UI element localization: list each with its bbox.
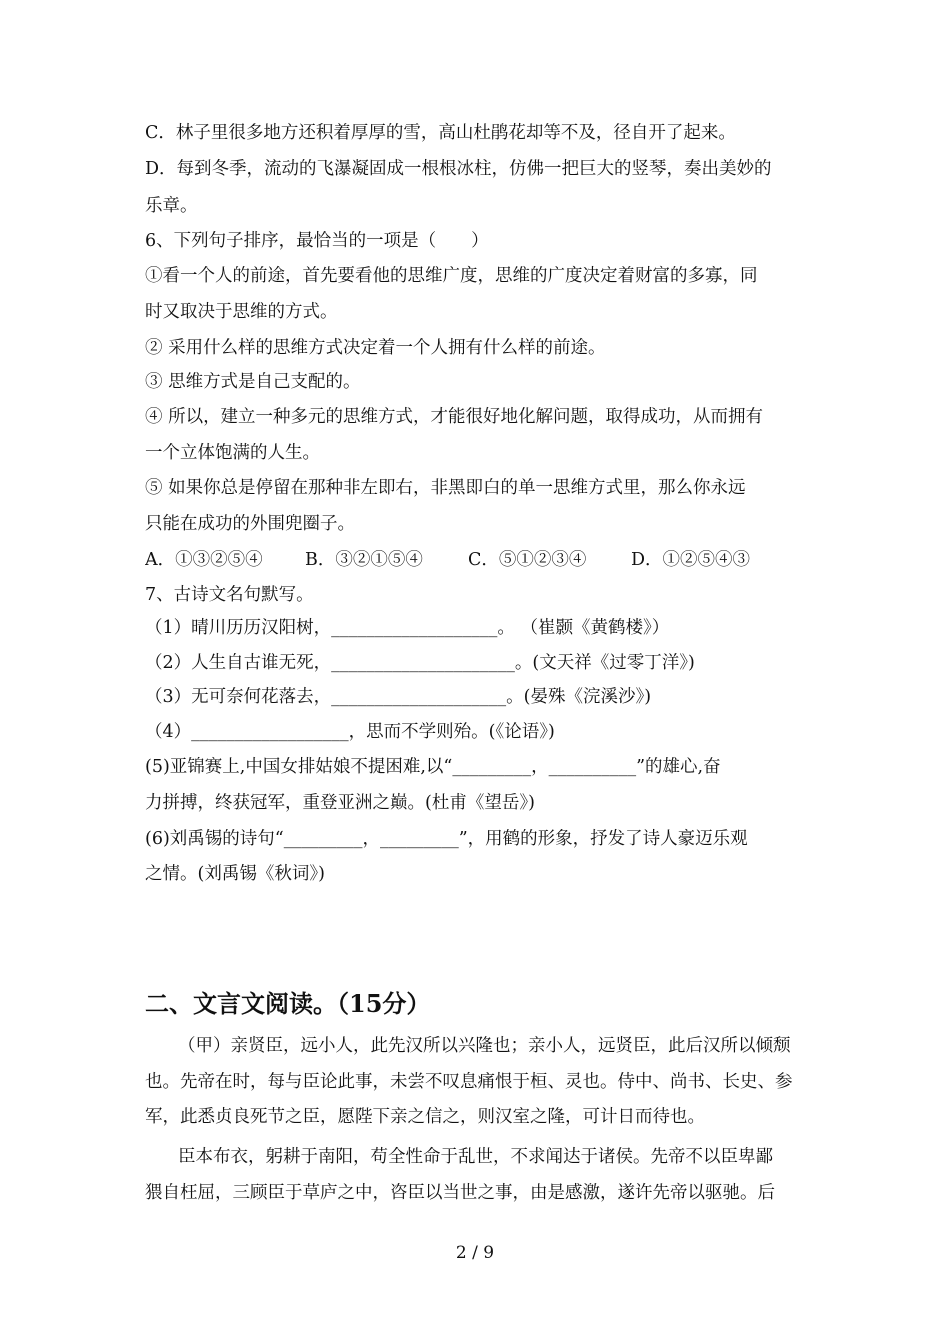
section-2-heading: 二、文言文阅读。（15分） xyxy=(145,989,431,1018)
option-c: C．⑤①②③④ xyxy=(468,550,587,570)
question-6: 6、下列句子排序，最恰当的一项是（ ） xyxy=(145,231,489,251)
sentence-5-line-2: 只能在成功的外围兜圈子。 xyxy=(145,514,355,534)
sentence-4-line-2: 一个立体饱满的人生。 xyxy=(145,443,320,463)
passage-a-line-2: 也。先帝在时，每与臣论此事，未尝不叹息痛恨于桓、灵也。侍中、尚书、长史、参 xyxy=(145,1072,793,1092)
poem-item-6-line-1: (6)刘禹锡的诗句“_________，_________”，用鹤的形象，抒发了诗人豪迈乐观 xyxy=(145,829,748,849)
option-b: B．③②①⑤④ xyxy=(305,550,423,570)
sentence-1-line-2: 时又取决于思维的方式。 xyxy=(145,302,338,322)
sentence-1-line-1: ①看一个人的前途，首先要看他的思维广度，思维的广度决定着财富的多寡，同 xyxy=(145,266,758,286)
emphasis-char: 以 xyxy=(440,1036,458,1056)
passage-a-line-1: （甲）亲贤臣，远小人，此先汉所以兴隆也；亲小人，远贤臣，此后汉所以倾颓 xyxy=(178,1036,791,1056)
option-c-line: C．林子里很多地方还积着厚厚的雪，高山杜鹃花却等不及，径自开了起来。 xyxy=(145,123,736,143)
passage-b-line-2: 猥自枉屈，三顾臣于草庐之中，咨臣以当世之事，由是感激，遂许先帝以驱驰。后 xyxy=(145,1183,775,1203)
option-d-line-1: D．每到冬季，流动的飞瀑凝固成一根根冰柱，仿佛一把巨大的竖琴，奏出美妙的 xyxy=(145,159,772,179)
poem-item-6-line-2: 之情。(刘禹锡《秋词》) xyxy=(145,864,325,884)
answer-options xyxy=(145,548,810,572)
question-7: 7、古诗文名句默写。 xyxy=(145,585,314,605)
page-number: 2 / 9 xyxy=(455,1243,495,1263)
option-d-line-2: 乐章。 xyxy=(145,196,198,216)
poem-item-1: （1）晴川历历汉阳树，___________________。 （崔颢《黄鹤楼》） xyxy=(145,618,670,638)
poem-item-3: （3）无可奈何花落去，____________________。(晏殊《浣溪沙》) xyxy=(145,687,652,707)
passage-b-line-1: 臣本布衣，躬耕于南阳，苟全性命于乱世，不求闻达于诸侯。先帝不以臣卑鄙 xyxy=(178,1147,773,1167)
emphasis-char: 卑 xyxy=(738,1147,756,1167)
poem-item-4: （4）__________________，思而不学则殆。(《论语》) xyxy=(145,722,555,742)
option-a: A．①③②⑤④ xyxy=(145,550,263,570)
sentence-3: ③ 思维方式是自己支配的。 xyxy=(145,372,361,392)
sentence-2: ② 采用什么样的思维方式决定着一个人拥有什么样的前途。 xyxy=(145,338,606,358)
passage-a-line-3: 军，此悉贞良死节之臣，愿陛下亲之信之，则汉室之隆，可计日而待也。 xyxy=(145,1107,705,1127)
emphasis-char: 死 xyxy=(250,1107,268,1127)
poem-item-5-line-2: 力拼搏，终获冠军，重登亚洲之巅。(杜甫《望岳》) xyxy=(145,793,535,813)
poem-item-5-line-1: (5)亚锦赛上,中国女排姑娘不提困难,以“_________，__________”的雄心,奋 xyxy=(145,757,721,777)
poem-item-2: （2）人生自古谁无死，_____________________。(文天祥《过零丁洋》) xyxy=(145,653,695,673)
sentence-4-line-1: ④ 所以，建立一种多元的思维方式，才能很好地化解问题，取得成功，从而拥有 xyxy=(145,407,764,427)
option-d: D．①②⑤④③ xyxy=(631,550,751,570)
emphasis-char: 所 xyxy=(423,1036,441,1056)
sentence-5-line-1: ⑤ 如果你总是停留在那种非左即右，非黑即白的单一思维方式里，那么你永远 xyxy=(145,478,746,498)
emphasis-char: 鄙 xyxy=(755,1147,773,1167)
